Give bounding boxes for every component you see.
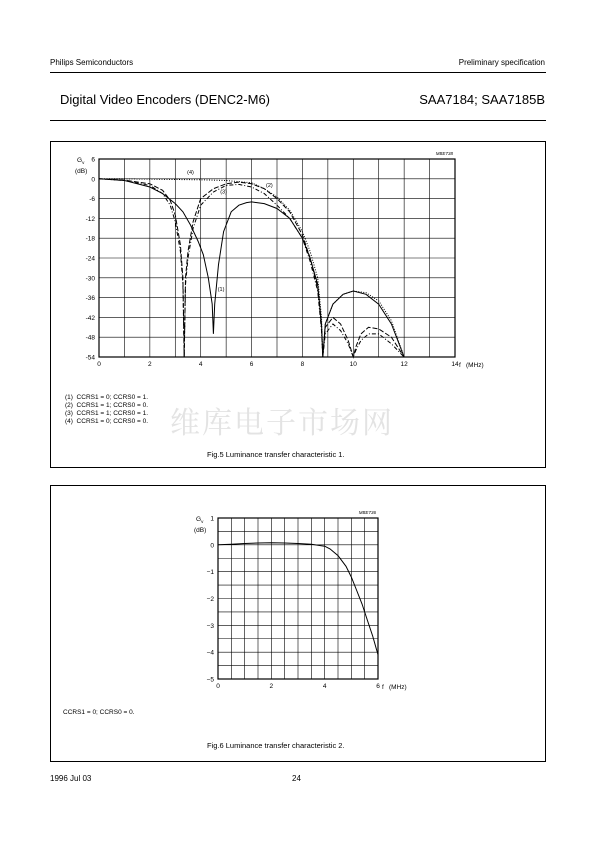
legend-entry-1: (1) CCRS1 = 0; CCRS0 = 1.	[65, 394, 149, 401]
x-tick-label: 8	[300, 361, 305, 368]
figure-5-caption: Fig.5 Luminance transfer characteristic 1.	[207, 450, 345, 459]
x-axis-unit: (MHz)	[466, 362, 484, 369]
y-tick-label: −5	[206, 676, 214, 684]
y-axis-unit: (dB)	[194, 527, 207, 534]
y-axis-unit: (dB)	[75, 168, 88, 175]
page-number: 24	[292, 774, 301, 783]
y-axis-label: $G_v$	[196, 516, 204, 524]
y-axis-label: $G_v$	[77, 157, 85, 165]
curve-label-2: (2)	[266, 183, 273, 190]
figure-5-chart	[50, 141, 550, 381]
company-name: Philips Semiconductors	[50, 58, 134, 67]
legend-entry-2: (2) CCRS1 = 1; CCRS0 = 0.	[65, 402, 149, 409]
y-tick-label: -24	[85, 255, 95, 263]
watermark-text: 维库电子市场网	[170, 406, 394, 441]
curve-label-3: (3)	[220, 189, 227, 196]
y-tick-label: −3	[206, 622, 214, 630]
x-tick-label: 0	[97, 361, 101, 368]
y-tick-label: 0	[91, 176, 95, 184]
figure-5-legend	[65, 394, 148, 426]
part-numbers: SAA7184; SAA7185B	[419, 92, 545, 107]
figure-6-caption: Fig.6 Luminance transfer characteristic 2.	[207, 741, 345, 750]
y-tick-label: 1	[210, 515, 214, 523]
y-tick-label: -6	[89, 196, 95, 204]
figure-6-chart	[50, 485, 550, 705]
document-status: Preliminary specification	[458, 58, 545, 67]
figure-code: MBE736	[358, 510, 376, 515]
curve-label-4: (4)	[187, 169, 194, 176]
x-tick-label: 0	[216, 683, 220, 690]
legend-entry-3: (3) CCRS1 = 1; CCRS0 = 1.	[65, 410, 149, 417]
y-tick-label: -54	[85, 354, 95, 362]
y-tick-label: −2	[206, 596, 214, 603]
x-axis-label: f	[459, 362, 461, 369]
x-axis-unit: (MHz)	[389, 684, 407, 691]
x-tick-label: 2	[148, 361, 152, 368]
x-tick-label: 2	[269, 683, 274, 690]
header-rule-top	[50, 72, 546, 73]
figure-code: MBE738	[435, 151, 453, 156]
y-tick-label: -42	[85, 314, 95, 322]
x-tick-label: 4	[322, 683, 327, 690]
y-tick-label: -12	[85, 215, 95, 223]
footer-date: 1996 Jul 03	[50, 774, 92, 783]
curve-label-1: (1)	[217, 287, 225, 293]
figure-6-note: CCRS1 = 0; CCRS0 = 0.	[63, 709, 135, 716]
legend-entry-4: (4) CCRS1 = 0; CCRS0 = 0.	[65, 418, 149, 425]
x-tick-label: 6	[249, 361, 254, 368]
y-tick-label: −4	[206, 649, 214, 657]
x-tick-label: 10	[349, 361, 357, 368]
y-tick-label: 0	[210, 542, 214, 550]
x-tick-label: 6	[376, 683, 380, 690]
y-tick-label: -36	[85, 295, 95, 303]
x-axis-label: f	[382, 684, 384, 691]
y-tick-label: 6	[91, 156, 95, 164]
y-tick-label: -18	[85, 235, 95, 243]
x-tick-label: 4	[198, 361, 203, 368]
y-tick-label: -30	[85, 275, 95, 283]
x-tick-label: 14	[451, 361, 459, 368]
header-rule-bottom	[50, 120, 546, 121]
y-tick-label: −1	[206, 569, 214, 577]
y-tick-label: -48	[85, 334, 95, 342]
x-tick-label: 12	[400, 361, 408, 368]
document-title: Digital Video Encoders (DENC2-M6)	[60, 92, 271, 107]
